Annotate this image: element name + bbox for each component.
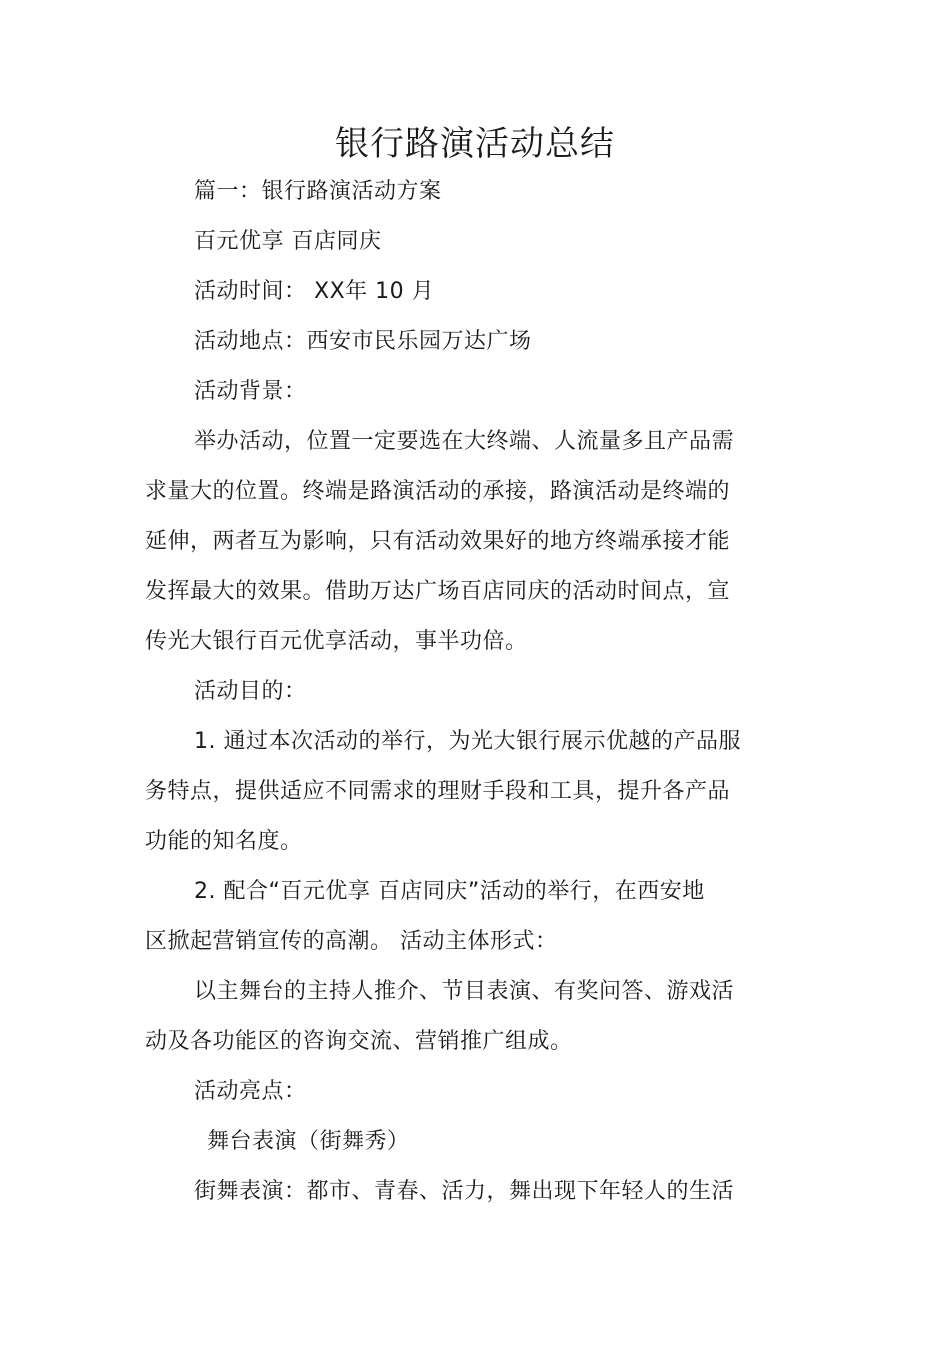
paragraph-line: 传光大银行百元优享活动，事半功倍。 — [145, 629, 528, 654]
slogan-line: 百元优享 百店同庆 — [194, 229, 382, 254]
paragraph-line: 发挥最大的效果。借助万达广场百店同庆的活动时间点，宣 — [145, 579, 731, 604]
section-heading: 篇一：银行路演活动方案 — [194, 179, 442, 204]
highlights-heading: 活动亮点： — [194, 1079, 307, 1104]
document-title: 银行路演活动总结 — [335, 124, 615, 164]
paragraph-line: 功能的知名度。 — [145, 829, 303, 854]
paragraph-line: 以主舞台的主持人推介、节目表演、有奖问答、游戏活 — [194, 979, 735, 1004]
activity-location-line: 活动地点：西安市民乐园万达广场 — [194, 329, 532, 354]
purpose-heading: 活动目的： — [194, 679, 307, 704]
paragraph-line: 延伸，两者互为影响，只有活动效果好的地方终端承接才能 — [145, 529, 731, 554]
paragraph-line: 求量大的位置。终端是路演活动的承接，路演活动是终端的 — [145, 479, 731, 504]
paragraph-line: 1. 通过本次活动的举行，为光大银行展示优越的产品服 — [194, 729, 741, 754]
background-heading: 活动背景： — [194, 379, 307, 404]
activity-time-line: 活动时间： XX年 10 月 — [194, 279, 435, 304]
paragraph-line: 区掀起营销宣传的高潮。 活动主体形式： — [145, 929, 558, 954]
paragraph-line: 街舞表演：都市、青春、活力，舞出现下年轻人的生活 — [194, 1179, 735, 1204]
paragraph-line: 务特点，提供适应不同需求的理财手段和工具，提升各产品 — [145, 779, 731, 804]
paragraph-line: 2. 配合“百元优享 百店同庆”活动的举行，在西安地 — [194, 879, 705, 904]
paragraph-line: 动及各功能区的咨询交流、营销推广组成。 — [145, 1029, 573, 1054]
stage-show-line: 舞台表演（街舞秀） — [207, 1129, 410, 1154]
paragraph-line: 举办活动，位置一定要选在大终端、人流量多且产品需 — [194, 429, 735, 454]
